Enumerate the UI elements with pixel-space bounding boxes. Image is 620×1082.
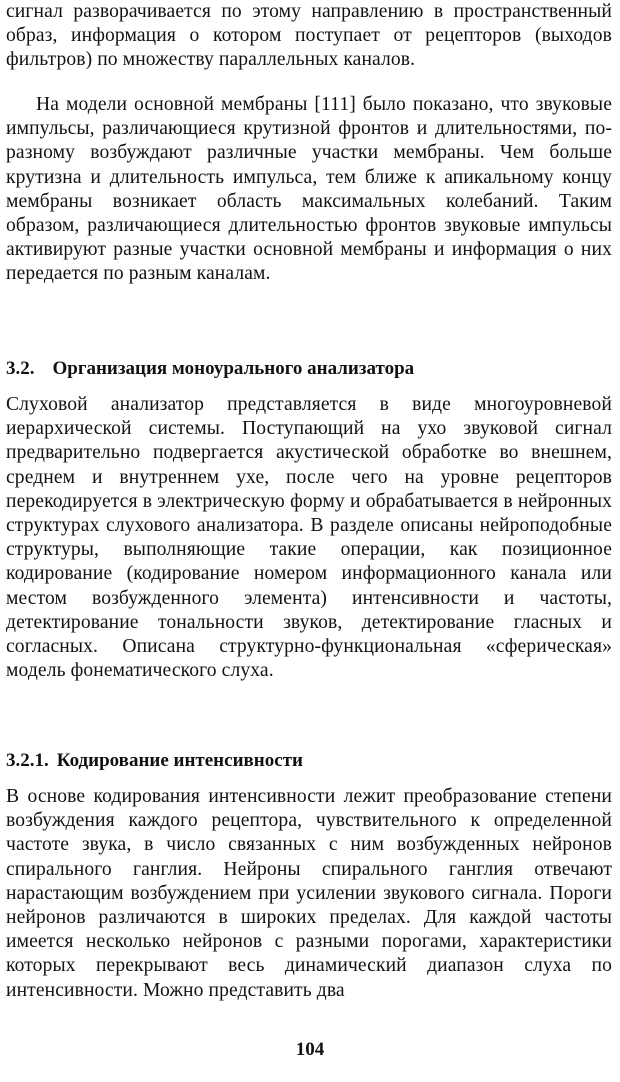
paragraph-continuation: сигнал разворачивается по этому направлению в пространственный образ, информация о котором поступает от рецепторов (выходов фильтров) по множеству параллельных каналов. — [6, 1, 612, 71]
paragraph-intensity-coding: В основе кодирования интенсивности лежит преобразование степени возбуждения каждого рецептора, чувствительного к определенной частоте звука, в число связанных с ним возбужденных нейронов спирального ганглия. Нейроны спирального ганглия отвечают нарастающим возбуждением при усилении звукового сигнала. Пороги нейронов различаются в широких пределах. Для каждой частоты имеется несколько нейронов с разными порогами, характеристики которых перекрывают весь динамический диапазон слуха по интенсивности. Можно представить два — [6, 786, 612, 1001]
paragraph-basilar-membrane-model: На модели основной мембраны [111] было показано, что звуковые импульсы, различающиеся крутизной фронтов и длительностями, по-разному возбуждают различные участки мембраны. Чем больше крутизна и длительность импульса, тем ближе к апикальному концу мембраны возникает область максимальных колебаний. Таким образом, различающиеся длительностью фронтов звуковые импульсы активируют разные участки основной мембраны и информация о них передается по разным каналам. — [6, 94, 612, 285]
section-heading-3-2-1 — [6, 749, 303, 773]
paragraph-auditory-analyzer: Слуховой анализатор представляется в виде многоуровневой иерархической системы. Поступающий на ухо звуковой сигнал предварительно подвергается акустической обработке во внешнем, среднем и внутреннем ухе, после чего на уровне рецепторов перекодируется в электрическую форму и обрабатывается в нейронных структурах слухового анализатора. В разделе описаны нейроподобные структуры, выполняющие такие операции, как позиционное кодирование (кодирование номером информационного канала или местом возбужденного элемента) интенсивности и частоты, детектирование тональности звуков, детектирование гласных и согласных. Описана структурно-функциональная «сферическая» модель фонематического слуха. — [6, 394, 612, 682]
subsection-number: 3.2.1. — [6, 750, 49, 771]
section-number: 3.2. — [6, 358, 35, 379]
section-heading-3-2 — [6, 357, 414, 381]
section-title: Организация моноурального анализатора — [52, 358, 415, 379]
subsection-title: Кодирование интенсивности — [56, 750, 303, 771]
page-number: 104 — [295, 1039, 325, 1060]
